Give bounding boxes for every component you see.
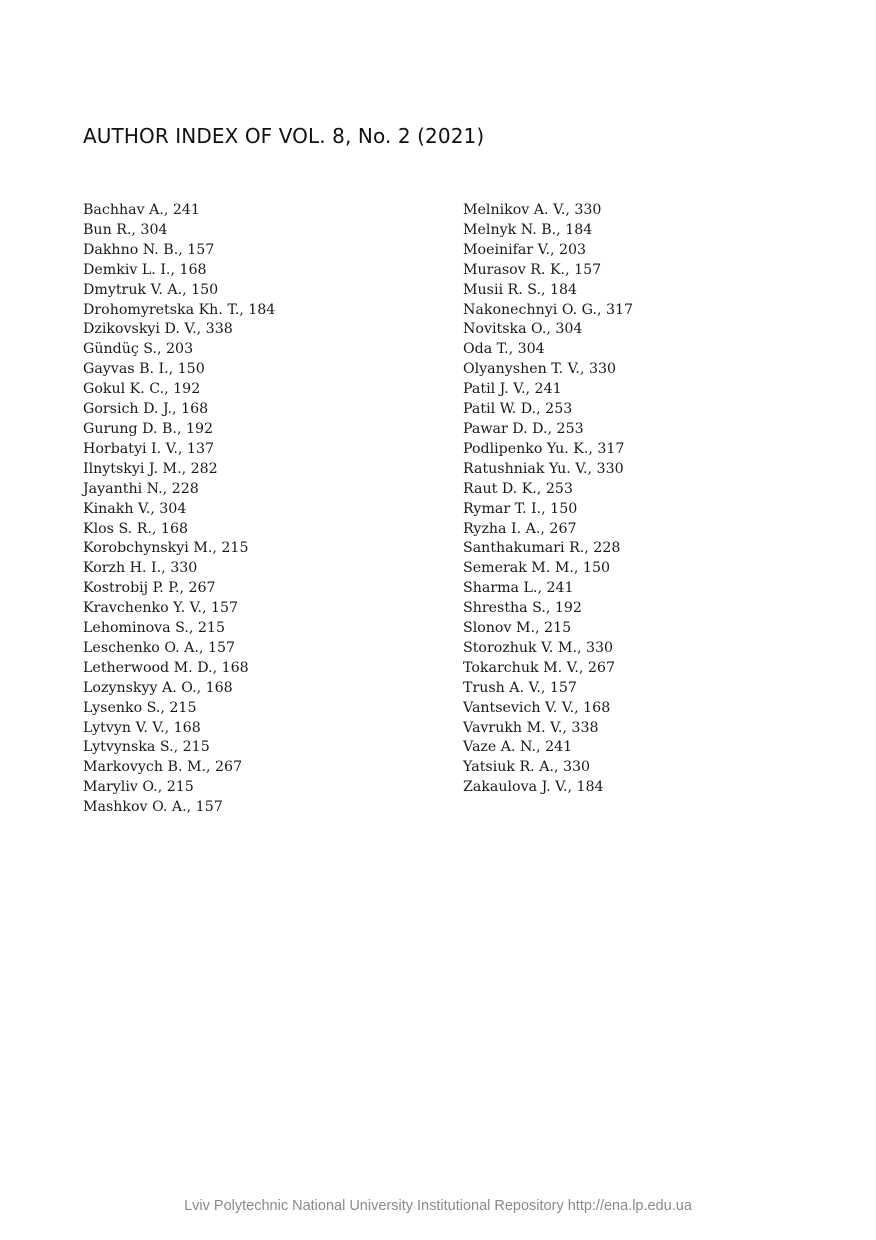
author-entry: Zakaulova J. V., 184 [463, 779, 604, 796]
author-entry: Tokarchuk M. V., 267 [463, 659, 615, 676]
author-entry: Storozhuk V. M., 330 [463, 639, 614, 656]
author-entry: Pawar D. D., 253 [463, 420, 584, 437]
author-entry: Lytvyn V. V., 168 [83, 719, 201, 736]
author-entry: Dakhno N. B., 157 [83, 241, 215, 258]
page-title: AUTHOR INDEX OF VOL. 8, No. 2 (2021) [83, 124, 485, 148]
author-entry: Kravchenko Y. V., 157 [83, 600, 239, 617]
author-entry: Gurung D. B., 192 [83, 420, 214, 437]
author-entry: Jayanthi N., 228 [83, 480, 199, 497]
author-entry: Bun R., 304 [83, 221, 168, 238]
author-entry: Demkiv L. I., 168 [83, 261, 207, 278]
author-entry: Horbatyi I. V., 137 [83, 440, 214, 457]
author-entry: Kostrobij P. P., 267 [83, 580, 216, 597]
author-entry: Ryzha I. A., 267 [463, 520, 577, 537]
author-entry: Melnikov A. V., 330 [463, 202, 602, 218]
repository-footer: Lviv Polytechnic National University Institutional Repository http://ena.lp.edu.ua [184, 1198, 692, 1214]
author-entry: Gayvas B. I., 150 [83, 361, 205, 378]
author-entry: Letherwood M. D., 168 [83, 659, 249, 676]
author-entry: Drohomyretska Kh. T., 184 [83, 301, 276, 318]
author-entry: Klos S. R., 168 [83, 520, 188, 537]
author-entry: Patil W. D., 253 [463, 401, 573, 418]
author-entry: Novitska O., 304 [463, 321, 583, 338]
author-entry: Lysenko S., 215 [83, 699, 197, 716]
author-entry: Ilnytskyi J. M., 282 [83, 460, 218, 477]
author-entry: Maryliv O., 215 [83, 779, 194, 796]
author-entry: Vavrukh M. V., 338 [463, 719, 599, 736]
author-entry: Kinakh V., 304 [83, 500, 187, 517]
author-entry: Lozynskyy A. O., 168 [83, 679, 233, 696]
author-entry: Slonov M., 215 [463, 620, 572, 637]
author-entry: Gündüç S., 203 [83, 341, 194, 358]
author-entry: Yatsiuk R. A., 330 [463, 759, 591, 776]
author-entry: Murasov R. K., 157 [463, 261, 602, 278]
author-entry: Oda T., 304 [463, 341, 545, 358]
author-entry: Markovych B. M., 267 [83, 759, 243, 776]
author-entry: Melnyk N. B., 184 [463, 221, 593, 238]
author-entry: Leschenko O. A., 157 [83, 639, 236, 656]
author-entry: Vaze A. N., 241 [463, 739, 573, 756]
author-entry: Gorsich D. J., 168 [83, 401, 209, 418]
author-entry: Lehominova S., 215 [83, 620, 225, 637]
author-entry: Trush A. V., 157 [463, 679, 577, 696]
author-entry: Semerak M. M., 150 [463, 560, 610, 577]
author-entry: Moeinifar V., 203 [463, 241, 587, 258]
author-entry: Shrestha S., 192 [463, 600, 582, 617]
author-list-right-column [463, 201, 633, 798]
author-entry: Podlipenko Yu. K., 317 [463, 440, 625, 457]
author-entry: Mashkov O. A., 157 [83, 799, 223, 816]
author-entry: Musii R. S., 184 [463, 281, 578, 298]
author-entry: Olyanyshen T. V., 330 [463, 361, 617, 378]
author-entry: Sharma L., 241 [463, 580, 574, 597]
author-entry: Patil J. V., 241 [463, 381, 562, 398]
author-entry: Bachhav A., 241 [83, 202, 200, 218]
author-entry: Raut D. K., 253 [463, 480, 573, 497]
author-entry: Dmytruk V. A., 150 [83, 281, 219, 298]
author-entry: Nakonechnyi O. G., 317 [463, 301, 634, 318]
author-entry: Korobchynskyi M., 215 [83, 540, 249, 557]
author-entry: Gokul K. C., 192 [83, 381, 201, 398]
author-entry: Lytvynska S., 215 [83, 739, 210, 756]
author-entry: Korzh H. I., 330 [83, 560, 198, 577]
author-entry: Vantsevich V. V., 168 [463, 699, 611, 716]
author-entry: Rymar T. I., 150 [463, 500, 578, 517]
author-list-left-column [83, 201, 275, 818]
author-entry: Dzikovskyi D. V., 338 [83, 321, 233, 338]
author-entry: Santhakumari R., 228 [463, 540, 621, 557]
author-entry: Ratushniak Yu. V., 330 [463, 460, 624, 477]
